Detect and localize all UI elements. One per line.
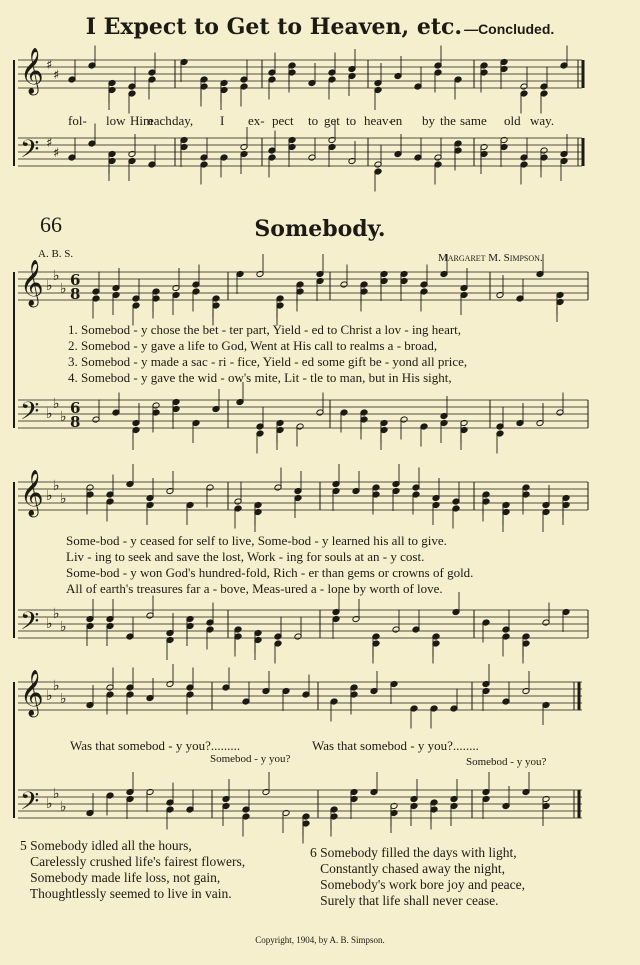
refrain-line-b: Was that somebod - y you?........	[312, 738, 479, 753]
verse2-line1: 2. Somebod - y gave a life to God, Went at His call to realms a - broad,	[68, 338, 438, 353]
lyric-word: same	[460, 113, 487, 128]
lyric-word: en	[390, 113, 403, 128]
treble-clef: 𝄞	[20, 260, 44, 306]
bass-clef: 𝄢	[20, 607, 40, 642]
verse3-line1: 3. Somebod - y made a sac - ri - fice, Yield - ed some gift be - yond all price,	[68, 354, 468, 369]
flat-sign: ♭	[46, 796, 53, 812]
sharp-sign: ♯	[53, 146, 60, 161]
lyric-word: each	[148, 113, 172, 128]
lyric-word: to	[346, 113, 357, 128]
flat-sign: ♭	[60, 281, 67, 297]
author-credit: Margaret M. Simpson.	[438, 252, 543, 264]
verse1-line2: Some-bod - y ceased for self to live, Some-bod - y learned his all to give.	[66, 533, 447, 548]
refrain-echo-a: Somebod - y you?	[210, 753, 291, 765]
verse1-line1: 1. Somebod - y chose the bet - ter part, Yield - ed to Christ a lov - ing heart,	[68, 322, 462, 337]
verse2-line2: Liv - ing to seek and save the lost, Work - ing for souls at an - y cost.	[66, 549, 425, 564]
hymn-title: Somebody.	[254, 216, 386, 242]
bass-clef: 𝄢	[20, 787, 40, 822]
copyright-notice: Copyright, 1904, by A. B. Simpson.	[255, 935, 385, 945]
verse-5: 5 Somebody idled all the hours, Carelessly crushed life's fairest flowers, Somebody made life loss, not gain, Thoughtlessly seemed to live in vain.	[20, 838, 246, 901]
flat-sign: ♭	[46, 278, 53, 294]
hymn-number: 66	[40, 212, 62, 237]
lyric-word: by	[422, 113, 435, 128]
lyric-word: pect	[272, 113, 294, 128]
concluded-label: —Concluded.	[464, 21, 555, 37]
lyric-word: to	[308, 113, 319, 128]
verse-6: 6 Somebody filled the days with light, Constantly chased away the night, Somebody's work bore joy and peace, Surely that life shall never cease.	[310, 845, 526, 908]
lyric-word: I	[220, 113, 225, 128]
lyric-word: day,	[172, 113, 194, 128]
refrain-line-a: Was that somebod - y you?.........	[70, 738, 241, 753]
lyric-word: get	[324, 113, 340, 128]
flat-sign: ♭	[46, 488, 53, 504]
refrain-echo-b: Somebod - y you?	[466, 756, 547, 768]
time-signature-bottom: 8	[70, 285, 81, 303]
time-signature-bottom: 8	[70, 413, 81, 431]
lyric-word: low	[106, 113, 126, 128]
lyric-word: ex-	[248, 113, 265, 128]
flat-sign: ♭	[46, 406, 53, 422]
time-signature-top: 6	[70, 399, 81, 417]
flat-sign: ♭	[53, 786, 60, 802]
time-signature-top: 6	[70, 271, 81, 289]
bass-clef: 𝄢	[20, 135, 40, 170]
flat-sign: ♭	[53, 396, 60, 412]
lyric-word: old	[504, 113, 521, 128]
hymn-title-text: I Expect to Get to Heaven, etc.	[85, 14, 463, 40]
flat-sign: ♭	[46, 688, 53, 704]
treble-clef: 𝄞	[20, 48, 44, 94]
lyric-word: fol-	[68, 113, 87, 128]
verse4-line2: All of earth's treasures far a - bove, Meas-ured a - lone by worth of love.	[66, 581, 443, 596]
flat-sign: ♭	[60, 799, 67, 815]
flat-sign: ♭	[46, 616, 53, 632]
flat-sign: ♭	[53, 678, 60, 694]
lyric-word: the	[440, 113, 456, 128]
flat-sign: ♭	[60, 409, 67, 425]
sharp-sign: ♯	[46, 58, 53, 73]
sharp-sign: ♯	[46, 136, 53, 151]
lyric-word: heav-	[364, 113, 393, 128]
flat-sign: ♭	[53, 606, 60, 622]
composer-credit: A. B. S.	[38, 248, 74, 260]
treble-clef: 𝄞	[20, 470, 44, 516]
flat-sign: ♭	[53, 478, 60, 494]
lyric-word: Him	[130, 113, 154, 128]
flat-sign: ♭	[60, 691, 67, 707]
bass-clef: 𝄢	[20, 397, 40, 432]
flat-sign: ♭	[60, 491, 67, 507]
flat-sign: ♭	[53, 268, 60, 284]
verse4-line1: 4. Somebod - y gave the wid - ow's mite, Lit - tle to man, but in His sight,	[68, 370, 452, 385]
treble-clef: 𝄞	[20, 670, 44, 716]
flat-sign: ♭	[60, 619, 67, 635]
verse3-line2: Some-bod - y won God's hundred-fold, Rich - er than gems or crowns of gold.	[66, 565, 474, 580]
lyric-word: way.	[530, 113, 555, 128]
sharp-sign: ♯	[53, 68, 60, 83]
